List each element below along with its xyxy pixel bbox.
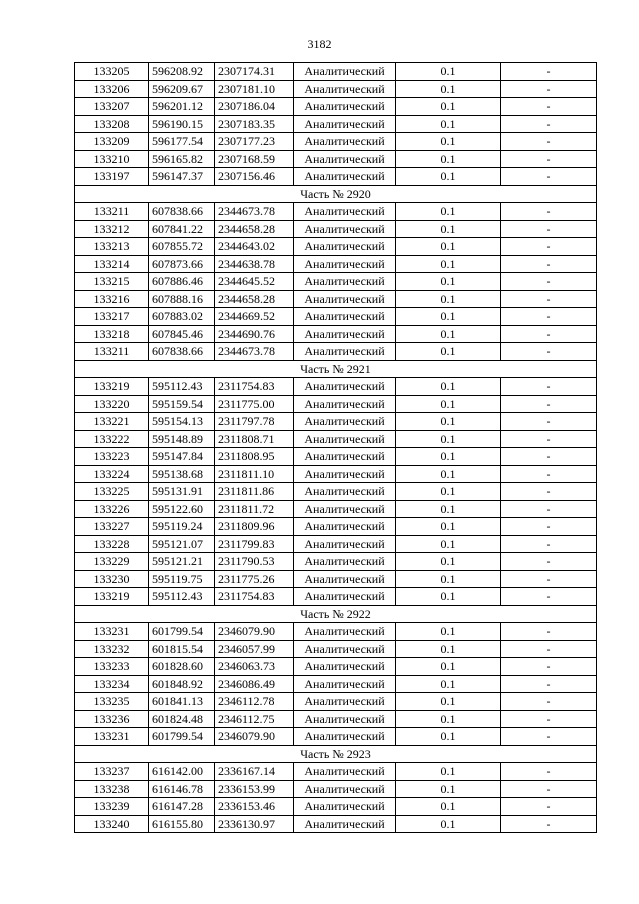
- note-cell: -: [501, 150, 597, 168]
- y-coordinate-cell: 2344645.52: [215, 273, 294, 291]
- point-id-cell: 133240: [75, 815, 149, 833]
- coordinates-table-body: [75, 63, 597, 833]
- accuracy-cell: 0.1: [396, 115, 501, 133]
- accuracy-cell: 0.1: [396, 518, 501, 536]
- accuracy-cell: 0.1: [396, 325, 501, 343]
- note-cell: -: [501, 640, 597, 658]
- point-id-cell: 133208: [75, 115, 149, 133]
- x-coordinate-cell: 595148.89: [149, 430, 215, 448]
- y-coordinate-cell: 2311754.83: [215, 588, 294, 606]
- point-id-cell: 133234: [75, 675, 149, 693]
- y-coordinate-cell: 2346079.90: [215, 728, 294, 746]
- table-row: [75, 623, 597, 641]
- note-cell: -: [501, 80, 597, 98]
- table-row: [75, 518, 597, 536]
- x-coordinate-cell: 595121.07: [149, 535, 215, 553]
- y-coordinate-cell: 2336153.46: [215, 798, 294, 816]
- table-row: [75, 290, 597, 308]
- table-row: [75, 640, 597, 658]
- method-cell: Аналитический: [294, 553, 396, 571]
- x-coordinate-cell: 595122.60: [149, 500, 215, 518]
- y-coordinate-cell: 2344669.52: [215, 308, 294, 326]
- accuracy-cell: 0.1: [396, 553, 501, 571]
- x-coordinate-cell: 601815.54: [149, 640, 215, 658]
- point-id-cell: 133221: [75, 413, 149, 431]
- accuracy-cell: 0.1: [396, 430, 501, 448]
- x-coordinate-cell: 607855.72: [149, 238, 215, 256]
- table-row: [75, 308, 597, 326]
- note-cell: -: [501, 815, 597, 833]
- point-id-cell: 133233: [75, 658, 149, 676]
- table-row: [75, 273, 597, 291]
- table-row: [75, 133, 597, 151]
- y-coordinate-cell: 2307186.04: [215, 98, 294, 116]
- x-coordinate-cell: 607838.66: [149, 203, 215, 221]
- y-coordinate-cell: 2311775.26: [215, 570, 294, 588]
- accuracy-cell: 0.1: [396, 815, 501, 833]
- x-coordinate-cell: 595131.91: [149, 483, 215, 501]
- note-cell: -: [501, 255, 597, 273]
- method-cell: Аналитический: [294, 98, 396, 116]
- table-row: [75, 780, 597, 798]
- method-cell: Аналитический: [294, 780, 396, 798]
- point-id-cell: 133227: [75, 518, 149, 536]
- accuracy-cell: 0.1: [396, 798, 501, 816]
- accuracy-cell: 0.1: [396, 500, 501, 518]
- accuracy-cell: 0.1: [396, 255, 501, 273]
- method-cell: Аналитический: [294, 570, 396, 588]
- note-cell: -: [501, 98, 597, 116]
- accuracy-cell: 0.1: [396, 203, 501, 221]
- table-row: [75, 80, 597, 98]
- note-cell: -: [501, 290, 597, 308]
- accuracy-cell: 0.1: [396, 570, 501, 588]
- note-cell: -: [501, 518, 597, 536]
- method-cell: Аналитический: [294, 535, 396, 553]
- table-row: [75, 815, 597, 833]
- point-id-cell: 133214: [75, 255, 149, 273]
- accuracy-cell: 0.1: [396, 273, 501, 291]
- note-cell: -: [501, 343, 597, 361]
- x-coordinate-cell: 596147.37: [149, 168, 215, 186]
- y-coordinate-cell: 2346057.99: [215, 640, 294, 658]
- x-coordinate-cell: 595138.68: [149, 465, 215, 483]
- x-coordinate-cell: 607888.16: [149, 290, 215, 308]
- x-coordinate-cell: 596177.54: [149, 133, 215, 151]
- x-coordinate-cell: 616142.00: [149, 763, 215, 781]
- method-cell: Аналитический: [294, 378, 396, 396]
- x-coordinate-cell: 595147.84: [149, 448, 215, 466]
- x-coordinate-cell: 607873.66: [149, 255, 215, 273]
- table-row: [75, 553, 597, 571]
- accuracy-cell: 0.1: [396, 780, 501, 798]
- table-row: [75, 220, 597, 238]
- x-coordinate-cell: 601841.13: [149, 693, 215, 711]
- note-cell: -: [501, 465, 597, 483]
- point-id-cell: 133230: [75, 570, 149, 588]
- y-coordinate-cell: 2311799.83: [215, 535, 294, 553]
- point-id-cell: 133217: [75, 308, 149, 326]
- accuracy-cell: 0.1: [396, 168, 501, 186]
- note-cell: -: [501, 780, 597, 798]
- point-id-cell: 133232: [75, 640, 149, 658]
- note-cell: -: [501, 203, 597, 221]
- y-coordinate-cell: 2311808.71: [215, 430, 294, 448]
- y-coordinate-cell: 2311775.00: [215, 395, 294, 413]
- table-row: [75, 728, 597, 746]
- note-cell: -: [501, 430, 597, 448]
- method-cell: Аналитический: [294, 728, 396, 746]
- method-cell: Аналитический: [294, 430, 396, 448]
- point-id-cell: 133229: [75, 553, 149, 571]
- point-id-cell: 133197: [75, 168, 149, 186]
- method-cell: Аналитический: [294, 658, 396, 676]
- section-label: Часть № 2922: [75, 605, 597, 623]
- y-coordinate-cell: 2311811.10: [215, 465, 294, 483]
- x-coordinate-cell: 596165.82: [149, 150, 215, 168]
- method-cell: Аналитический: [294, 255, 396, 273]
- y-coordinate-cell: 2346086.49: [215, 675, 294, 693]
- x-coordinate-cell: 616155.80: [149, 815, 215, 833]
- point-id-cell: 133211: [75, 343, 149, 361]
- x-coordinate-cell: 601799.54: [149, 728, 215, 746]
- point-id-cell: 133228: [75, 535, 149, 553]
- note-cell: -: [501, 238, 597, 256]
- table-row: [75, 465, 597, 483]
- point-id-cell: 133215: [75, 273, 149, 291]
- method-cell: Аналитический: [294, 308, 396, 326]
- method-cell: Аналитический: [294, 763, 396, 781]
- table-row: [75, 115, 597, 133]
- table-row: [75, 798, 597, 816]
- method-cell: Аналитический: [294, 325, 396, 343]
- table-row: [75, 710, 597, 728]
- table-row: [75, 203, 597, 221]
- accuracy-cell: 0.1: [396, 413, 501, 431]
- x-coordinate-cell: 595121.21: [149, 553, 215, 571]
- accuracy-cell: 0.1: [396, 710, 501, 728]
- x-coordinate-cell: 607883.02: [149, 308, 215, 326]
- y-coordinate-cell: 2344658.28: [215, 220, 294, 238]
- accuracy-cell: 0.1: [396, 535, 501, 553]
- section-row: [75, 185, 597, 203]
- note-cell: -: [501, 553, 597, 571]
- method-cell: Аналитический: [294, 448, 396, 466]
- section-label: Часть № 2920: [75, 185, 597, 203]
- note-cell: -: [501, 220, 597, 238]
- y-coordinate-cell: 2311811.86: [215, 483, 294, 501]
- section-row: [75, 745, 597, 763]
- table-row: [75, 343, 597, 361]
- y-coordinate-cell: 2307156.46: [215, 168, 294, 186]
- note-cell: -: [501, 500, 597, 518]
- accuracy-cell: 0.1: [396, 343, 501, 361]
- x-coordinate-cell: 595119.24: [149, 518, 215, 536]
- x-coordinate-cell: 596208.92: [149, 63, 215, 81]
- note-cell: -: [501, 728, 597, 746]
- note-cell: -: [501, 483, 597, 501]
- point-id-cell: 133236: [75, 710, 149, 728]
- x-coordinate-cell: 601824.48: [149, 710, 215, 728]
- note-cell: -: [501, 308, 597, 326]
- accuracy-cell: 0.1: [396, 693, 501, 711]
- point-id-cell: 133237: [75, 763, 149, 781]
- x-coordinate-cell: 601799.54: [149, 623, 215, 641]
- y-coordinate-cell: 2344673.78: [215, 203, 294, 221]
- y-coordinate-cell: 2307168.59: [215, 150, 294, 168]
- note-cell: -: [501, 448, 597, 466]
- table-row: [75, 168, 597, 186]
- method-cell: Аналитический: [294, 168, 396, 186]
- y-coordinate-cell: 2311797.78: [215, 413, 294, 431]
- table-row: [75, 570, 597, 588]
- page-number: 3182: [307, 37, 332, 51]
- method-cell: Аналитический: [294, 465, 396, 483]
- method-cell: Аналитический: [294, 693, 396, 711]
- table-row: [75, 395, 597, 413]
- y-coordinate-cell: 2311790.53: [215, 553, 294, 571]
- accuracy-cell: 0.1: [396, 395, 501, 413]
- point-id-cell: 133212: [75, 220, 149, 238]
- x-coordinate-cell: 596201.12: [149, 98, 215, 116]
- accuracy-cell: 0.1: [396, 63, 501, 81]
- x-coordinate-cell: 595119.75: [149, 570, 215, 588]
- table-row: [75, 430, 597, 448]
- x-coordinate-cell: 607845.46: [149, 325, 215, 343]
- point-id-cell: 133224: [75, 465, 149, 483]
- table-row: [75, 763, 597, 781]
- method-cell: Аналитический: [294, 80, 396, 98]
- note-cell: -: [501, 63, 597, 81]
- x-coordinate-cell: 616146.78: [149, 780, 215, 798]
- method-cell: Аналитический: [294, 588, 396, 606]
- y-coordinate-cell: 2311808.95: [215, 448, 294, 466]
- y-coordinate-cell: 2344673.78: [215, 343, 294, 361]
- point-id-cell: 133219: [75, 378, 149, 396]
- accuracy-cell: 0.1: [396, 80, 501, 98]
- y-coordinate-cell: 2307183.35: [215, 115, 294, 133]
- table-row: [75, 500, 597, 518]
- accuracy-cell: 0.1: [396, 238, 501, 256]
- y-coordinate-cell: 2336130.97: [215, 815, 294, 833]
- note-cell: -: [501, 623, 597, 641]
- note-cell: -: [501, 588, 597, 606]
- table-row: [75, 413, 597, 431]
- method-cell: Аналитический: [294, 395, 396, 413]
- method-cell: Аналитический: [294, 500, 396, 518]
- table-row: [75, 98, 597, 116]
- method-cell: Аналитический: [294, 133, 396, 151]
- method-cell: Аналитический: [294, 675, 396, 693]
- accuracy-cell: 0.1: [396, 675, 501, 693]
- y-coordinate-cell: 2311754.83: [215, 378, 294, 396]
- method-cell: Аналитический: [294, 273, 396, 291]
- table-row: [75, 448, 597, 466]
- note-cell: -: [501, 168, 597, 186]
- table-row: [75, 693, 597, 711]
- note-cell: -: [501, 570, 597, 588]
- point-id-cell: 133213: [75, 238, 149, 256]
- method-cell: Аналитический: [294, 798, 396, 816]
- y-coordinate-cell: 2307177.23: [215, 133, 294, 151]
- method-cell: Аналитический: [294, 115, 396, 133]
- accuracy-cell: 0.1: [396, 465, 501, 483]
- y-coordinate-cell: 2344690.76: [215, 325, 294, 343]
- accuracy-cell: 0.1: [396, 98, 501, 116]
- note-cell: -: [501, 378, 597, 396]
- method-cell: Аналитический: [294, 710, 396, 728]
- table-row: [75, 63, 597, 81]
- method-cell: Аналитический: [294, 640, 396, 658]
- accuracy-cell: 0.1: [396, 728, 501, 746]
- y-coordinate-cell: 2307181.10: [215, 80, 294, 98]
- method-cell: Аналитический: [294, 238, 396, 256]
- point-id-cell: 133209: [75, 133, 149, 151]
- x-coordinate-cell: 601828.60: [149, 658, 215, 676]
- note-cell: -: [501, 413, 597, 431]
- point-id-cell: 133222: [75, 430, 149, 448]
- y-coordinate-cell: 2307174.31: [215, 63, 294, 81]
- note-cell: -: [501, 710, 597, 728]
- point-id-cell: 133206: [75, 80, 149, 98]
- y-coordinate-cell: 2344658.28: [215, 290, 294, 308]
- accuracy-cell: 0.1: [396, 308, 501, 326]
- table-row: [75, 675, 597, 693]
- y-coordinate-cell: 2346063.73: [215, 658, 294, 676]
- note-cell: -: [501, 535, 597, 553]
- note-cell: -: [501, 798, 597, 816]
- note-cell: -: [501, 395, 597, 413]
- point-id-cell: 133231: [75, 728, 149, 746]
- note-cell: -: [501, 325, 597, 343]
- y-coordinate-cell: 2346079.90: [215, 623, 294, 641]
- table-row: [75, 658, 597, 676]
- section-row: [75, 605, 597, 623]
- point-id-cell: 133220: [75, 395, 149, 413]
- x-coordinate-cell: 616147.28: [149, 798, 215, 816]
- coordinates-table: [74, 62, 597, 833]
- x-coordinate-cell: 607838.66: [149, 343, 215, 361]
- method-cell: Аналитический: [294, 343, 396, 361]
- x-coordinate-cell: 595159.54: [149, 395, 215, 413]
- method-cell: Аналитический: [294, 815, 396, 833]
- note-cell: -: [501, 133, 597, 151]
- note-cell: -: [501, 658, 597, 676]
- table-row: [75, 588, 597, 606]
- table-row: [75, 238, 597, 256]
- x-coordinate-cell: 596209.67: [149, 80, 215, 98]
- x-coordinate-cell: 596190.15: [149, 115, 215, 133]
- method-cell: Аналитический: [294, 150, 396, 168]
- y-coordinate-cell: 2311811.72: [215, 500, 294, 518]
- point-id-cell: 133231: [75, 623, 149, 641]
- x-coordinate-cell: 607841.22: [149, 220, 215, 238]
- y-coordinate-cell: 2311809.96: [215, 518, 294, 536]
- point-id-cell: 133235: [75, 693, 149, 711]
- point-id-cell: 133218: [75, 325, 149, 343]
- point-id-cell: 133239: [75, 798, 149, 816]
- method-cell: Аналитический: [294, 290, 396, 308]
- table-row: [75, 483, 597, 501]
- note-cell: -: [501, 273, 597, 291]
- point-id-cell: 133219: [75, 588, 149, 606]
- accuracy-cell: 0.1: [396, 658, 501, 676]
- note-cell: -: [501, 693, 597, 711]
- x-coordinate-cell: 595112.43: [149, 378, 215, 396]
- method-cell: Аналитический: [294, 203, 396, 221]
- point-id-cell: 133226: [75, 500, 149, 518]
- note-cell: -: [501, 675, 597, 693]
- section-label: Часть № 2921: [75, 360, 597, 378]
- point-id-cell: 133205: [75, 63, 149, 81]
- note-cell: -: [501, 763, 597, 781]
- y-coordinate-cell: 2344638.78: [215, 255, 294, 273]
- section-row: [75, 360, 597, 378]
- accuracy-cell: 0.1: [396, 133, 501, 151]
- table-row: [75, 150, 597, 168]
- accuracy-cell: 0.1: [396, 220, 501, 238]
- point-id-cell: 133216: [75, 290, 149, 308]
- accuracy-cell: 0.1: [396, 378, 501, 396]
- point-id-cell: 133225: [75, 483, 149, 501]
- accuracy-cell: 0.1: [396, 483, 501, 501]
- method-cell: Аналитический: [294, 623, 396, 641]
- method-cell: Аналитический: [294, 220, 396, 238]
- table-row: [75, 378, 597, 396]
- point-id-cell: 133238: [75, 780, 149, 798]
- x-coordinate-cell: 595154.13: [149, 413, 215, 431]
- method-cell: Аналитический: [294, 518, 396, 536]
- x-coordinate-cell: 595112.43: [149, 588, 215, 606]
- note-cell: -: [501, 115, 597, 133]
- point-id-cell: 133210: [75, 150, 149, 168]
- accuracy-cell: 0.1: [396, 623, 501, 641]
- x-coordinate-cell: 601848.92: [149, 675, 215, 693]
- method-cell: Аналитический: [294, 413, 396, 431]
- x-coordinate-cell: 607886.46: [149, 273, 215, 291]
- method-cell: Аналитический: [294, 483, 396, 501]
- y-coordinate-cell: 2346112.75: [215, 710, 294, 728]
- accuracy-cell: 0.1: [396, 763, 501, 781]
- y-coordinate-cell: 2346112.78: [215, 693, 294, 711]
- accuracy-cell: 0.1: [396, 640, 501, 658]
- accuracy-cell: 0.1: [396, 290, 501, 308]
- accuracy-cell: 0.1: [396, 448, 501, 466]
- table-row: [75, 535, 597, 553]
- section-label: Часть № 2923: [75, 745, 597, 763]
- point-id-cell: 133211: [75, 203, 149, 221]
- point-id-cell: 133207: [75, 98, 149, 116]
- y-coordinate-cell: 2336167.14: [215, 763, 294, 781]
- y-coordinate-cell: 2336153.99: [215, 780, 294, 798]
- table-row: [75, 325, 597, 343]
- accuracy-cell: 0.1: [396, 150, 501, 168]
- y-coordinate-cell: 2344643.02: [215, 238, 294, 256]
- accuracy-cell: 0.1: [396, 588, 501, 606]
- point-id-cell: 133223: [75, 448, 149, 466]
- table-row: [75, 255, 597, 273]
- method-cell: Аналитический: [294, 63, 396, 81]
